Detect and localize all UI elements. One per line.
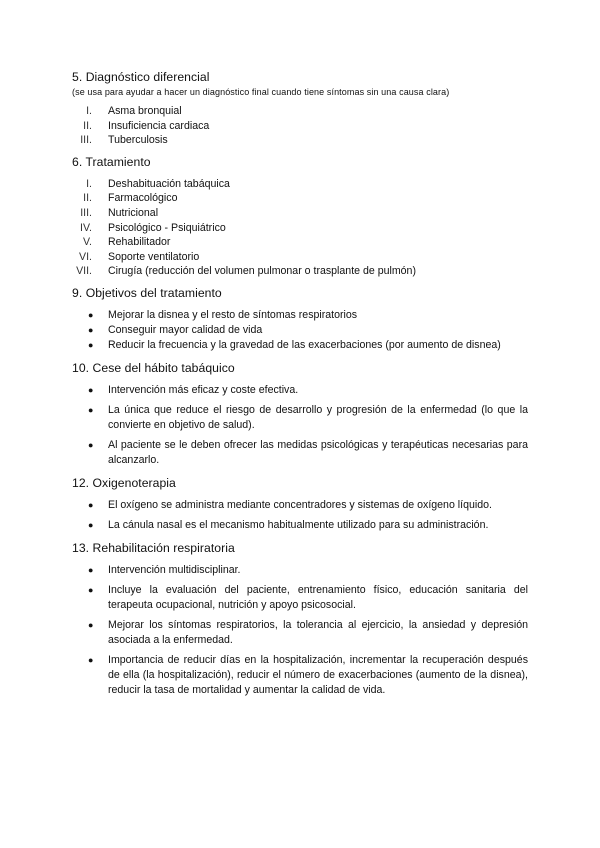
bullet-list [72, 563, 528, 698]
bullet-icon: ● [88, 564, 94, 575]
list-item: ● El oxígeno se administra mediante concentradores y sistemas de oxígeno líquido. [88, 498, 492, 511]
list-item: ● Incluye la evaluación del paciente, entrenamiento físico, educación sanitaria del terapeuta ocupacional, nutrición y apoyo psicosocial. [88, 583, 528, 611]
bullet-icon: ● [88, 309, 94, 320]
bullet-icon: ● [88, 324, 94, 335]
bullet-icon: ● [88, 439, 94, 450]
list-item: I. Deshabituación tabáquica [86, 177, 230, 190]
list-item: VI. Soporte ventilatorio [79, 250, 200, 263]
list-item: IV. Psicológico - Psiquiátrico [80, 221, 226, 234]
section-heading: 9. Objetivos del tratamiento [72, 285, 222, 300]
list-item: ● Reducir la frecuencia y la gravedad de las exacerbaciones (por aumento de disnea) [88, 338, 501, 351]
document-content [72, 70, 528, 706]
list-item: ● Intervención multidisciplinar. [88, 563, 241, 576]
bullet-icon: ● [88, 654, 94, 665]
list-item: ● La única que reduce el riesgo de desarrollo y progresión de la enfermedad (lo que la convierte en objetivo de salud). [88, 403, 528, 431]
section-note: (se usa para ayudar a hacer un diagnóstico final cuando tiene síntomas sin una causa clara) [72, 87, 450, 97]
section-heading: 10. Cese del hábito tabáquico [72, 360, 235, 375]
list-item: ● Mejorar la disnea y el resto de síntomas respiratorios [88, 308, 358, 321]
bullet-list [72, 498, 528, 533]
roman-list [72, 177, 528, 279]
bullet-icon: ● [88, 584, 94, 595]
section-heading: 6. Tratamiento [72, 154, 151, 169]
section-heading: 5. Diagnóstico diferencial [72, 70, 210, 84]
list-item: I. Asma bronquial [86, 105, 182, 117]
list-item: ● Intervención más eficaz y coste efectiva. [88, 383, 299, 396]
list-item: ● Importancia de reducir días en la hospitalización, incrementar la recuperación después de ella (la hospitalización), reducir el número de exacerbaciones (aumento de la disnea), reducir la tasa de mortalidad y aumentar la calidad de vida. [88, 653, 528, 696]
list-item: II. Insuficiencia cardiaca [83, 119, 210, 132]
list-item: V. Rehabilitador [82, 236, 171, 249]
bullet-icon: ● [88, 619, 94, 630]
bullet-icon: ● [88, 404, 94, 415]
list-item: VII. Cirugía (reducción del volumen pulmonar o trasplante de pulmón) [76, 265, 416, 278]
section-heading: 12. Oxigenoterapia [72, 475, 176, 490]
section-heading: 13. Rehabilitación respiratoria [72, 540, 235, 555]
bullet-icon: ● [88, 339, 94, 350]
roman-list [72, 104, 528, 148]
list-item: III. Nutricional [80, 206, 159, 219]
bullet-icon: ● [88, 519, 94, 530]
bullet-icon: ● [88, 499, 94, 510]
list-item: ● La cánula nasal es el mecanismo habitualmente utilizado para su administración. [88, 518, 489, 531]
list-item: ● Mejorar los síntomas respiratorios, la tolerancia al ejercicio, la ansiedad y depresión asociada a la enfermedad. [88, 618, 528, 646]
list-item: II. Farmacológico [83, 192, 178, 205]
list-item: III. Tuberculosis [80, 134, 168, 147]
bullet-icon: ● [88, 384, 94, 395]
list-item: ● Conseguir mayor calidad de vida [88, 323, 263, 336]
list-item: ● Al paciente se le deben ofrecer las medidas psicológicas y terapéuticas necesarias para alcanzarlo. [88, 438, 528, 466]
bullet-list [72, 383, 528, 468]
bullet-list [72, 308, 528, 353]
